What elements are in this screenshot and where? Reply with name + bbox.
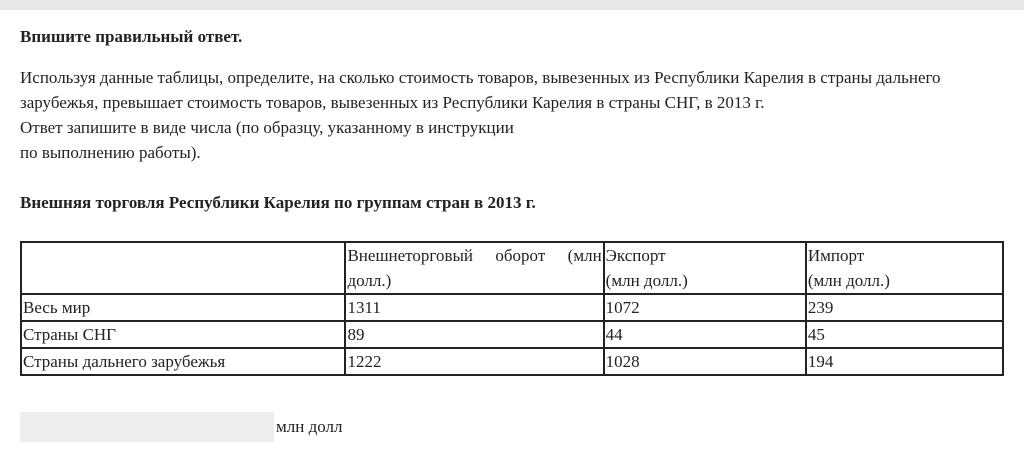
answer-unit: млн долл: [276, 417, 343, 436]
task-line: по выполнению работы).: [20, 143, 201, 162]
task-line: Используя данные таблицы, определите, на сколько стоимость товаров, вывезенных из Республики Карелия в страны дальнего: [20, 68, 941, 87]
header-import-title: Импорт: [807, 246, 865, 265]
table-row: [21, 348, 1003, 375]
task-text: [20, 65, 1010, 165]
cell-turnover: 1222: [345, 348, 603, 375]
header-cell-empty: [21, 242, 345, 294]
table-row: [21, 321, 1003, 348]
cell-export: 1072: [604, 294, 806, 321]
header-cell-export: [604, 242, 806, 294]
cell-import: 194: [806, 348, 1003, 375]
table-title: Внешняя торговля Республики Карелия по группам стран в 2013 г.: [20, 193, 536, 212]
trade-table: [20, 241, 1004, 376]
cell-import: 45: [806, 321, 1003, 348]
top-bar: [0, 0, 1024, 10]
header-import-unit: (млн долл.): [807, 271, 890, 290]
task-line: Ответ запишите в виде числа (по образцу, указанному в инструкции: [20, 118, 514, 137]
row-label: Страны дальнего зарубежья: [21, 348, 345, 375]
header-cell-import: [806, 242, 1003, 294]
answer-input[interactable]: [20, 412, 274, 442]
header-export-unit: (млн долл.): [605, 271, 688, 290]
table-row: [21, 294, 1003, 321]
row-label: Страны СНГ: [21, 321, 345, 348]
row-label: Весь мир: [21, 294, 345, 321]
table-header-row: [21, 242, 1003, 294]
cell-export: 1028: [604, 348, 806, 375]
cell-turnover: 89: [345, 321, 603, 348]
answer-row: [20, 412, 1010, 442]
cell-export: 44: [604, 321, 806, 348]
instruction-heading: Впишите правильный ответ.: [20, 27, 243, 46]
task-line: зарубежья, превышает стоимость товаров, вывезенных из Республики Карелия в страны СНГ, в 2013 г.: [20, 93, 765, 112]
cell-turnover: 1311: [345, 294, 603, 321]
question-content: [20, 24, 1010, 442]
header-export-title: Экспорт: [605, 246, 666, 265]
cell-import: 239: [806, 294, 1003, 321]
header-cell-turnover: Внешнеторговый оборот (млн долл.): [345, 242, 603, 294]
